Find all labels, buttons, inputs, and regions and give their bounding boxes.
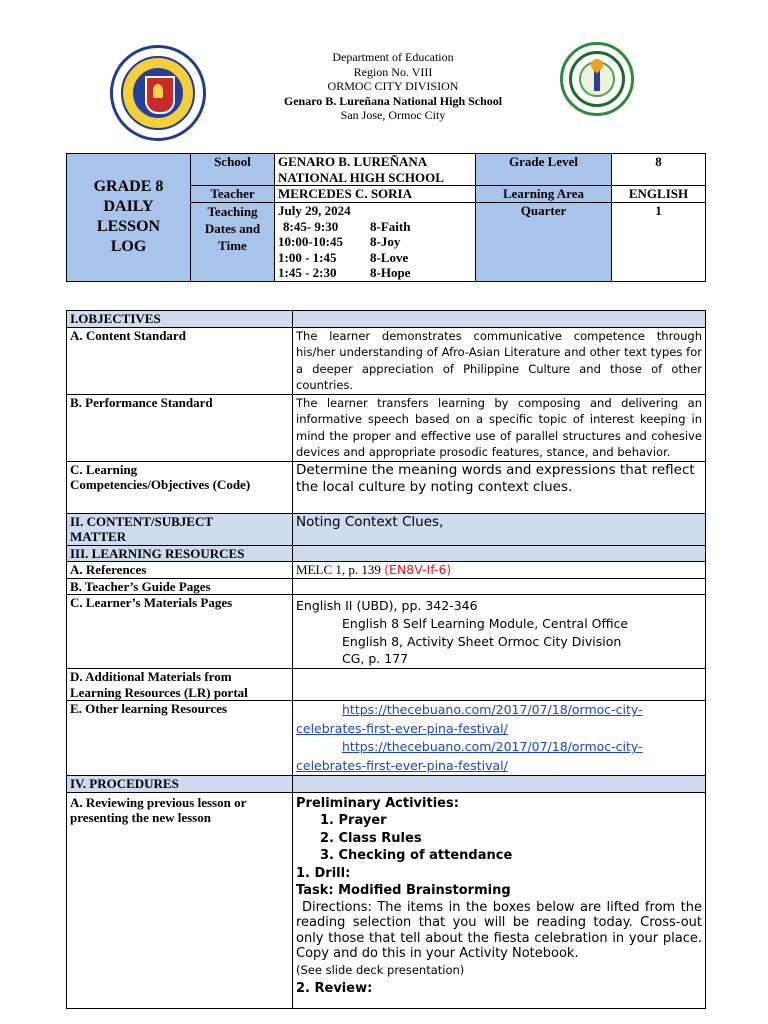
schedule-time: 8:45- 9:30 xyxy=(283,218,339,234)
school-value-line: NATIONAL HIGH SCHOOL xyxy=(278,169,444,185)
teaching-label-line: Teaching xyxy=(207,204,258,219)
dll-title-line: GRADE 8 xyxy=(93,178,164,196)
objectives-header: I.OBJECTIVES xyxy=(67,311,293,328)
grade-level-value: 8 xyxy=(612,154,706,186)
other-resources-label: E. Other learning Resources xyxy=(67,701,293,776)
dll-title-line: DAILY xyxy=(103,198,154,216)
competencies-label-line: Competencies/Objectives (Code) xyxy=(70,477,251,492)
teaching-label-line: Dates and xyxy=(204,221,261,236)
schedule-section: 8-Joy xyxy=(370,234,401,249)
teachers-guide-label: B. Teacher’s Guide Pages xyxy=(67,578,293,595)
dll-info-table xyxy=(66,153,706,282)
school-label: School xyxy=(191,154,275,186)
letterhead xyxy=(200,50,586,123)
references-text: MELC 1, p. 139 xyxy=(296,562,381,577)
quarter-value: 1 xyxy=(612,203,706,282)
grade-level-label: Grade Level xyxy=(476,154,612,186)
reviewing-label xyxy=(67,792,293,1008)
task-directions: Directions: The items in the boxes below are lifted from the reading selection that you will be reading today. Cross-out only those that tell about the fiesta celebration in your place. Copy and do this in your Activity Notebook. xyxy=(296,899,702,962)
learners-line: English II (UBD), pp. 342-346 xyxy=(296,598,478,613)
references-code: (EN8V-If-6) xyxy=(384,562,452,577)
schedule-section: 8-Love xyxy=(370,249,409,265)
schedule-row xyxy=(278,265,472,281)
teaching-label-line: Time xyxy=(218,238,247,253)
lesson-plan-table xyxy=(66,310,706,1009)
schedule-row xyxy=(278,250,472,266)
teacher-label: Teacher xyxy=(191,186,275,203)
task-heading: Task: Modified Brainstorming xyxy=(296,883,511,899)
dll-title-line: LESSON xyxy=(96,218,161,236)
references-label: A. References xyxy=(67,562,293,579)
resource-link[interactable]: celebrates-first-ever-pina-festival/ xyxy=(296,757,508,773)
resource-link[interactable]: https://thecebuano.com/2017/07/18/ormoc-city- xyxy=(342,702,643,718)
reviewing-label-line: A. Reviewing previous lesson or xyxy=(70,794,247,810)
teacher-value: MERCEDES C. SORIA xyxy=(275,186,476,203)
schedule-section: 8-Faith xyxy=(370,218,411,234)
department-line: Department of Education xyxy=(332,50,454,64)
competencies-label-line: C. Learning xyxy=(70,461,138,477)
deped-seal-logo xyxy=(110,45,206,141)
references-value xyxy=(293,562,706,579)
teachers-guide-value xyxy=(293,578,706,595)
division-line: ORMOC CITY DIVISION xyxy=(327,79,459,93)
learners-materials-label: C. Learner’s Materials Pages xyxy=(67,595,293,669)
content-header-line: MATTER xyxy=(70,529,127,544)
school-address: San Jose, Ormoc City xyxy=(340,108,446,122)
schedule-time: 1:00 - 1:45 xyxy=(278,249,337,265)
content-value: Noting Context Clues, xyxy=(293,513,706,545)
learners-line: English 8, Activity Sheet Ormoc City Division xyxy=(342,633,622,649)
schedule-section: 8-Hope xyxy=(370,265,411,280)
school-value xyxy=(275,154,476,186)
learners-line: CG, p. 177 xyxy=(342,651,409,667)
teaching-dates-label xyxy=(191,203,275,282)
schedule-time: 10:00-10:45 xyxy=(278,234,343,249)
schedule-time: 1:45 - 2:30 xyxy=(278,265,337,280)
header-empty-cell xyxy=(293,311,706,328)
procedures-header: IV. PROCEDURES xyxy=(67,776,293,793)
competencies-label xyxy=(67,461,293,513)
learners-materials-value xyxy=(293,595,706,669)
resource-link[interactable]: https://thecebuano.com/2017/07/18/ormoc-city- xyxy=(342,739,643,755)
prelim-item: 1. Prayer xyxy=(320,813,387,829)
slide-note: (See slide deck presentation) xyxy=(296,963,465,978)
reviewing-label-line: presenting the new lesson xyxy=(70,810,211,826)
schedule-row xyxy=(278,219,472,235)
reviewing-content xyxy=(293,792,706,1008)
dll-title-line: LOG xyxy=(110,238,147,256)
additional-label-line: Learning Resources (LR) portal xyxy=(70,684,248,700)
competencies-text: Determine the meaning words and expressions that reflect the local culture by noting context clues. xyxy=(293,461,706,513)
schedule-row xyxy=(278,234,472,250)
preliminary-heading: Preliminary Activities: xyxy=(296,795,459,811)
resource-link[interactable]: celebrates-first-ever-pina-festival/ xyxy=(296,720,508,736)
other-resources-value xyxy=(293,701,706,776)
content-standard-text: The learner demonstrates communicative competence through his/her understanding of Afro-Asian Literature and other text types for a deeper appreciation of Philippine Culture and those of other countries. xyxy=(293,327,706,394)
review-heading: 2. Review: xyxy=(296,980,373,996)
header-empty-cell xyxy=(293,776,706,793)
resources-header: III. LEARNING RESOURCES xyxy=(67,545,293,562)
additional-label-line: D. Additional Materials from xyxy=(70,669,232,685)
learning-area-value: ENGLISH xyxy=(612,186,706,203)
dll-title xyxy=(67,154,191,282)
teaching-schedule xyxy=(275,203,476,282)
performance-standard-text: The learner transfers learning by composing and delivering an informative speech based on a specific topic of interest keeping in mind the proper and effective use of parallel structures and cohesive devices and appropriate prosodic features, stance, and behavior. xyxy=(293,394,706,461)
additional-materials-label xyxy=(67,669,293,701)
region-line: Region No. VIII xyxy=(353,64,433,79)
learning-area-label: Learning Area xyxy=(476,186,612,203)
additional-materials-value xyxy=(293,669,706,701)
school-value-line: GENARO B. LUREÑANA xyxy=(278,154,428,169)
content-header xyxy=(67,513,293,545)
content-standard-label: A. Content Standard xyxy=(67,327,293,394)
prelim-item: 2. Class Rules xyxy=(320,830,422,846)
content-header-line: II. CONTENT/SUBJECT xyxy=(70,513,214,529)
prelim-item: 3. Checking of attendance xyxy=(320,848,513,864)
performance-standard-label: B. Performance Standard xyxy=(67,394,293,461)
teaching-date: July 29, 2024 xyxy=(278,203,351,218)
drill-heading: 1. Drill: xyxy=(296,865,351,881)
header-empty-cell xyxy=(293,545,706,562)
quarter-label: Quarter xyxy=(476,203,612,282)
learners-line: English 8 Self Learning Module, Central Office xyxy=(342,615,629,631)
school-name: Genaro B. Lureñana National High School xyxy=(283,93,503,108)
